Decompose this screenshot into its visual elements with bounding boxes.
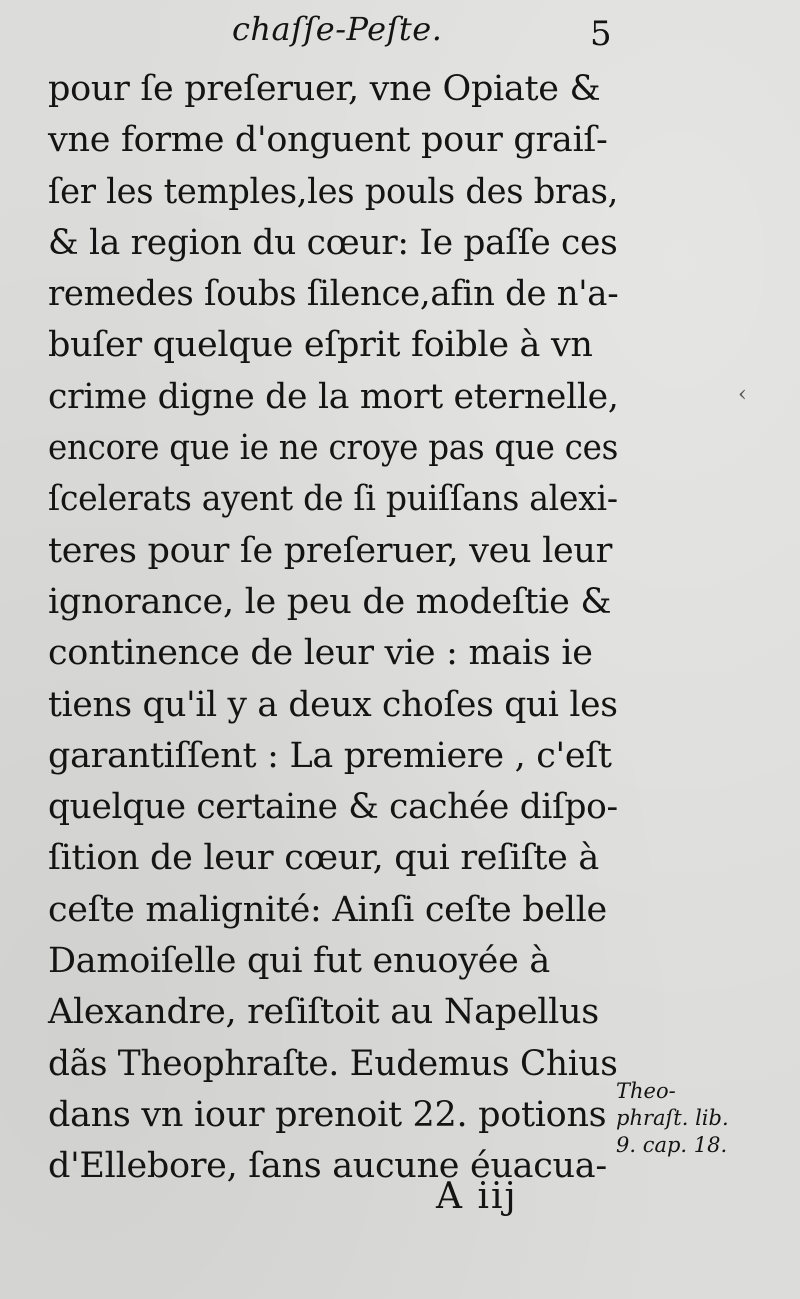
text-line: garantiſſent : La premiere , c'eſt: [48, 735, 612, 776]
text-line: ſer les temples,les pouls des bras,: [48, 171, 619, 212]
margin-note-line: phraſt. lib.: [616, 1106, 729, 1130]
text-line: teres pour ſe preſeruer, veu leur: [48, 530, 613, 571]
text-line: ignorance, le peu de modeſtie &: [48, 581, 612, 622]
text-line: & la region du cœur: Ie paſſe ces: [48, 222, 618, 263]
text-line: remedes ſoubs ſilence,afin de n'a-: [48, 274, 619, 315]
text-line: dans vn iour prenoit 22. potions: [48, 1094, 607, 1135]
text-line: ſition de leur cœur, qui reſiſte à: [48, 838, 599, 879]
page-number: 5: [590, 14, 612, 54]
text-line: Damoiſelle qui fut enuoyée à: [48, 941, 550, 982]
text-line: ceſte malignité: Ainſi ceſte belle: [48, 889, 607, 930]
text-line: Alexandre, reſiſtoit au Napellus: [48, 992, 599, 1033]
text-line: d'Ellebore, ſans aucune éuacua-: [48, 1146, 607, 1187]
margin-note-line: 9. cap. 18.: [616, 1133, 728, 1157]
text-line: quelque certaine & cachée diſpo-: [48, 787, 618, 828]
text-line: tiens qu'il y a deux choſes qui les: [48, 684, 618, 725]
text-line: continence de leur vie : mais ie: [48, 633, 593, 674]
text-line: buſer quelque eſprit foible à vn: [48, 325, 593, 366]
text-line: crime digne de la mort eternelle,: [48, 376, 619, 417]
text-line: encore que ie ne croye pas que ces: [48, 428, 619, 469]
body-text: [48, 64, 618, 1193]
stray-mark: ‹: [738, 382, 747, 407]
text-line: dãs Theophraſte. Eudemus Chius: [48, 1043, 618, 1084]
text-line: pour ſe preſeruer, vne Opiate &: [48, 69, 601, 109]
text-line: vne forme d'onguent pour graiſ-: [48, 120, 608, 161]
running-head: chaſſe-Peſte.: [232, 10, 443, 48]
text-line: ſcelerats ayent de ſi puiſſans alexi-: [48, 479, 618, 520]
signature-mark: A iij: [436, 1176, 518, 1217]
margin-note-line: Theo-: [616, 1079, 676, 1103]
margin-note: [616, 1078, 766, 1159]
